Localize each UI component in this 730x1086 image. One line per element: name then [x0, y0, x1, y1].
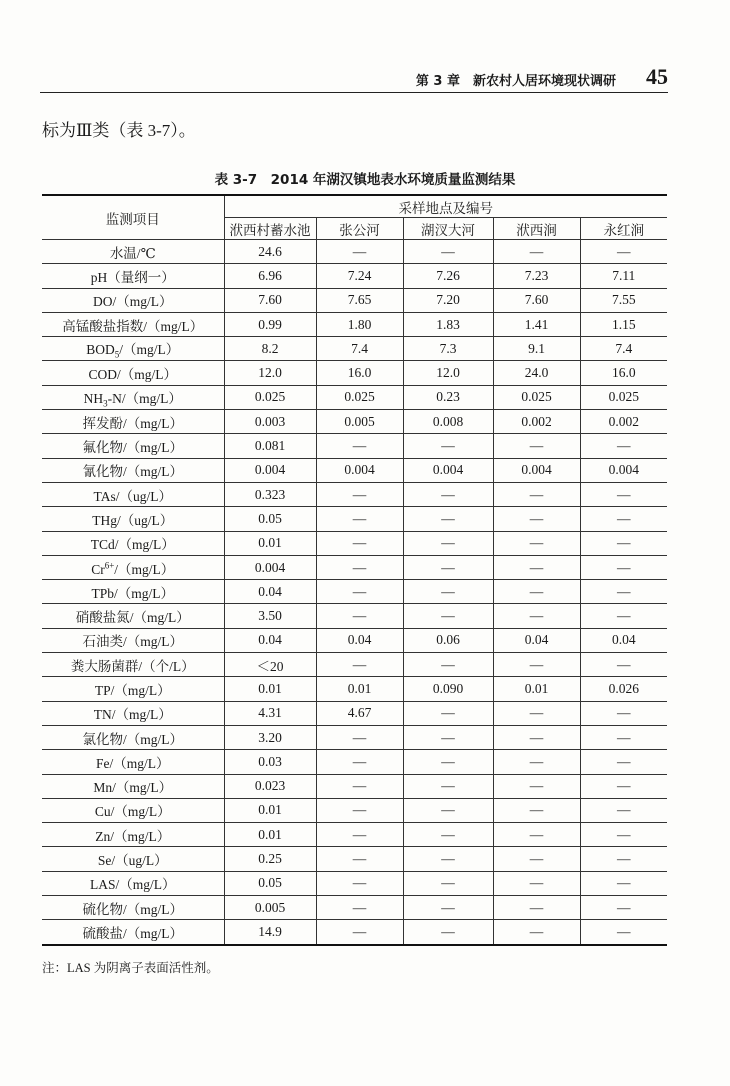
table-cell: — [580, 240, 667, 264]
table-cell: — [493, 798, 580, 822]
table-cell: 0.01 [224, 798, 316, 822]
table-cell: 9.1 [493, 337, 580, 361]
table-cell: — [403, 580, 493, 604]
table-note: 注：LAS 为阴离子表面活性剂。 [42, 961, 219, 975]
table-cell: 0.002 [493, 410, 580, 434]
intro-text: 标为Ⅲ类（表 3-7）。 [42, 121, 196, 140]
table-cell: 0.025 [224, 385, 316, 409]
table-cell: — [580, 798, 667, 822]
table-row [42, 604, 667, 628]
table-cell: 0.004 [316, 458, 403, 482]
table-cell: 7.23 [493, 264, 580, 288]
item-label-subscript: 3 [103, 398, 108, 409]
page-number: 45 [646, 64, 668, 89]
table-cell: 0.004 [224, 458, 316, 482]
table-cell: — [316, 507, 403, 531]
table-cell: 0.04 [580, 628, 667, 652]
table-cell: — [316, 847, 403, 871]
table-row [42, 823, 667, 847]
table-cell: 7.3 [403, 337, 493, 361]
table-cell: — [580, 580, 667, 604]
table-cell: — [316, 604, 403, 628]
table-cell: 0.008 [403, 410, 493, 434]
row-item-label [42, 555, 224, 579]
table-cell: — [403, 482, 493, 506]
table-cell: — [493, 823, 580, 847]
table-cell: — [493, 507, 580, 531]
table-cell: 1.80 [316, 312, 403, 336]
item-label-part: /（mg/L） [114, 561, 175, 577]
table-cell: 0.01 [493, 677, 580, 701]
table-cell: 24.6 [224, 240, 316, 264]
table-cell: — [493, 774, 580, 798]
table-cell: — [316, 871, 403, 895]
row-item-label: COD/（mg/L） [42, 361, 224, 385]
site-header: 张公河 [316, 218, 403, 240]
row-item-label: Se/（ug/L） [42, 847, 224, 871]
table-cell: — [316, 798, 403, 822]
table-row [42, 385, 667, 409]
table-cell: 0.01 [224, 677, 316, 701]
table-cell: 0.01 [224, 531, 316, 555]
row-item-label: 硝酸盐氮/（mg/L） [42, 604, 224, 628]
table-cell: — [493, 580, 580, 604]
table-cell: — [316, 774, 403, 798]
table-row [42, 798, 667, 822]
table-cell: 0.003 [224, 410, 316, 434]
table-cell: 0.03 [224, 750, 316, 774]
row-item-label: 粪大肠菌群/（个/L） [42, 653, 224, 677]
row-item-label [42, 337, 224, 361]
row-item-label: TP/（mg/L） [42, 677, 224, 701]
table-row [42, 677, 667, 701]
table-row [42, 361, 667, 385]
table-cell: 0.23 [403, 385, 493, 409]
table-row [42, 240, 667, 264]
table-cell: — [316, 240, 403, 264]
table-row [42, 410, 667, 434]
table-row [42, 896, 667, 920]
table-cell: — [403, 896, 493, 920]
table-cell: — [580, 701, 667, 725]
table-cell: 0.04 [224, 628, 316, 652]
table-cell: ＜20 [224, 653, 316, 677]
table-cell: 0.06 [403, 628, 493, 652]
table-cell: — [493, 871, 580, 895]
row-item-label: Fe/（mg/L） [42, 750, 224, 774]
table-cell: 4.67 [316, 701, 403, 725]
table-cell: 3.20 [224, 725, 316, 749]
table-row [42, 555, 667, 579]
table-cell: — [493, 555, 580, 579]
table-row [42, 725, 667, 749]
table-cell: — [403, 774, 493, 798]
table-cell: 0.004 [224, 555, 316, 579]
table-cell: — [493, 847, 580, 871]
table-row [42, 750, 667, 774]
table-cell: — [493, 920, 580, 945]
table-cell: 0.04 [316, 628, 403, 652]
table-cell: 1.41 [493, 312, 580, 336]
table-cell: — [493, 240, 580, 264]
table-caption: 表 3-7 2014 年湖汉镇地表水环境质量监测结果 [214, 172, 516, 188]
site-header: 永红涧 [580, 218, 667, 240]
row-item-label: 氯化物/（mg/L） [42, 725, 224, 749]
item-label-part: BOD [86, 341, 115, 357]
table-cell: 0.005 [316, 410, 403, 434]
table-cell: 7.26 [403, 264, 493, 288]
table-cell: 0.025 [493, 385, 580, 409]
table-cell: — [316, 653, 403, 677]
table-cell: — [403, 798, 493, 822]
table-cell: — [493, 750, 580, 774]
table-cell: 0.04 [224, 580, 316, 604]
table-cell: — [493, 531, 580, 555]
table-cell: 24.0 [493, 361, 580, 385]
row-item-label: pH（量纲一） [42, 264, 224, 288]
table-cell: — [580, 823, 667, 847]
table-cell: — [403, 653, 493, 677]
table-cell: — [580, 482, 667, 506]
table-cell: — [493, 725, 580, 749]
table-cell: 0.023 [224, 774, 316, 798]
row-item-label: 硫酸盐/（mg/L） [42, 920, 224, 945]
table-cell: 7.60 [224, 288, 316, 312]
item-label-part: -N/（mg/L） [107, 390, 182, 406]
table-cell: 3.50 [224, 604, 316, 628]
table-cell: — [403, 725, 493, 749]
table-cell: 0.081 [224, 434, 316, 458]
row-item-label: Mn/（mg/L） [42, 774, 224, 798]
row-item-label: 氟化物/（mg/L） [42, 434, 224, 458]
table-cell: 0.05 [224, 507, 316, 531]
table-cell: — [403, 701, 493, 725]
table-cell: 0.01 [316, 677, 403, 701]
row-item-label: TPb/（mg/L） [42, 580, 224, 604]
table-cell: — [493, 896, 580, 920]
table-cell: 4.31 [224, 701, 316, 725]
table-cell: — [580, 847, 667, 871]
row-item-label: TAs/（ug/L） [42, 482, 224, 506]
table-row [42, 701, 667, 725]
table-cell: 0.25 [224, 847, 316, 871]
table-cell: 1.83 [403, 312, 493, 336]
table-row [42, 531, 667, 555]
row-item-label: 高锰酸盐指数/（mg/L） [42, 312, 224, 336]
table-cell: — [316, 555, 403, 579]
site-header: 洑西涧 [493, 218, 580, 240]
table-row [42, 288, 667, 312]
item-label-part: Cr [91, 561, 105, 577]
table-cell: — [580, 920, 667, 945]
table-cell: 7.55 [580, 288, 667, 312]
table-row [42, 434, 667, 458]
table-cell: — [580, 896, 667, 920]
item-label-part: NH [83, 390, 104, 406]
table-row [42, 507, 667, 531]
row-item-label: 氰化物/（mg/L） [42, 458, 224, 482]
table-cell: 0.090 [403, 677, 493, 701]
row-item-label: 石油类/（mg/L） [42, 628, 224, 652]
row-item-label: Cu/（mg/L） [42, 798, 224, 822]
row-item-label: DO/（mg/L） [42, 288, 224, 312]
table-cell: — [403, 823, 493, 847]
table-cell: 12.0 [224, 361, 316, 385]
table-row [42, 628, 667, 652]
table-cell: — [403, 750, 493, 774]
table-row [42, 482, 667, 506]
row-item-label: Zn/（mg/L） [42, 823, 224, 847]
row-item-label [42, 385, 224, 409]
table-cell: 12.0 [403, 361, 493, 385]
table-cell: 0.004 [493, 458, 580, 482]
table-cell: 8.2 [224, 337, 316, 361]
site-group-header: 采样地点及编号 [224, 195, 667, 218]
row-item-label: 挥发酚/（mg/L） [42, 410, 224, 434]
chapter-title: 第 3 章 新农村人居环境现状调研 [415, 74, 616, 89]
table-cell: — [403, 604, 493, 628]
table-cell: — [493, 701, 580, 725]
table-cell: — [580, 750, 667, 774]
table-cell: — [316, 725, 403, 749]
page-header [40, 62, 668, 93]
table-row [42, 312, 667, 336]
table-cell: 7.4 [580, 337, 667, 361]
table-cell: — [403, 847, 493, 871]
table-cell: — [580, 871, 667, 895]
water-quality-table [42, 194, 667, 946]
table-cell: — [580, 725, 667, 749]
table-cell: — [403, 555, 493, 579]
row-item-label: THg/（ug/L） [42, 507, 224, 531]
table-cell: — [403, 434, 493, 458]
site-header: 湖汊大河 [403, 218, 493, 240]
table-cell: — [316, 896, 403, 920]
table-cell: 7.24 [316, 264, 403, 288]
table-cell: 0.025 [316, 385, 403, 409]
table-cell: — [316, 920, 403, 945]
item-column-header: 监测项目 [42, 195, 224, 240]
table-cell: — [316, 823, 403, 847]
item-label-subscript: 5 [114, 349, 120, 360]
table-cell: — [580, 555, 667, 579]
table-cell: 0.004 [403, 458, 493, 482]
row-item-label: TN/（mg/L） [42, 701, 224, 725]
item-label-superscript: 6+ [104, 560, 115, 570]
table-row [42, 774, 667, 798]
table-row [42, 580, 667, 604]
table-cell: 0.002 [580, 410, 667, 434]
table-cell: — [580, 531, 667, 555]
row-item-label: 水温/℃ [42, 240, 224, 264]
table-row [42, 337, 667, 361]
table-header-row [42, 195, 667, 218]
table-cell: 0.025 [580, 385, 667, 409]
table-cell: 0.05 [224, 871, 316, 895]
table-cell: — [580, 434, 667, 458]
site-header: 洑西村蓄水池 [224, 218, 316, 240]
table-cell: — [316, 531, 403, 555]
table-cell: 16.0 [580, 361, 667, 385]
table-row [42, 847, 667, 871]
table-cell: 0.004 [580, 458, 667, 482]
row-item-label: LAS/（mg/L） [42, 871, 224, 895]
table-cell: 14.9 [224, 920, 316, 945]
table-cell: — [493, 653, 580, 677]
table-cell: — [493, 604, 580, 628]
table-cell: 7.11 [580, 264, 667, 288]
table-cell: — [493, 482, 580, 506]
table-cell: — [403, 871, 493, 895]
table-cell: — [316, 750, 403, 774]
table-row [42, 653, 667, 677]
table-cell: 0.323 [224, 482, 316, 506]
table-cell: — [403, 531, 493, 555]
table-row [42, 871, 667, 895]
table-cell: — [580, 653, 667, 677]
table-cell: — [580, 604, 667, 628]
table-cell: 1.15 [580, 312, 667, 336]
item-label-part: /（mg/L） [119, 341, 180, 357]
table-cell: 0.01 [224, 823, 316, 847]
table-cell: 16.0 [316, 361, 403, 385]
table-cell: 6.96 [224, 264, 316, 288]
table-cell: 7.20 [403, 288, 493, 312]
table-cell: 0.04 [493, 628, 580, 652]
table-cell: 0.005 [224, 896, 316, 920]
table-cell: — [316, 580, 403, 604]
table-body [42, 240, 667, 945]
row-item-label: 硫化物/（mg/L） [42, 896, 224, 920]
table-cell: — [403, 507, 493, 531]
row-item-label: TCd/（mg/L） [42, 531, 224, 555]
table-cell: — [493, 434, 580, 458]
table-cell: — [316, 482, 403, 506]
table-cell: — [316, 434, 403, 458]
table-cell: — [403, 920, 493, 945]
table-row [42, 264, 667, 288]
table-row [42, 458, 667, 482]
table-cell: 7.4 [316, 337, 403, 361]
table-cell: 0.99 [224, 312, 316, 336]
table-cell: — [580, 774, 667, 798]
table-cell: — [580, 507, 667, 531]
table-row [42, 920, 667, 945]
table-cell: 0.026 [580, 677, 667, 701]
table-cell: 7.60 [493, 288, 580, 312]
table-cell: 7.65 [316, 288, 403, 312]
table-cell: — [403, 240, 493, 264]
